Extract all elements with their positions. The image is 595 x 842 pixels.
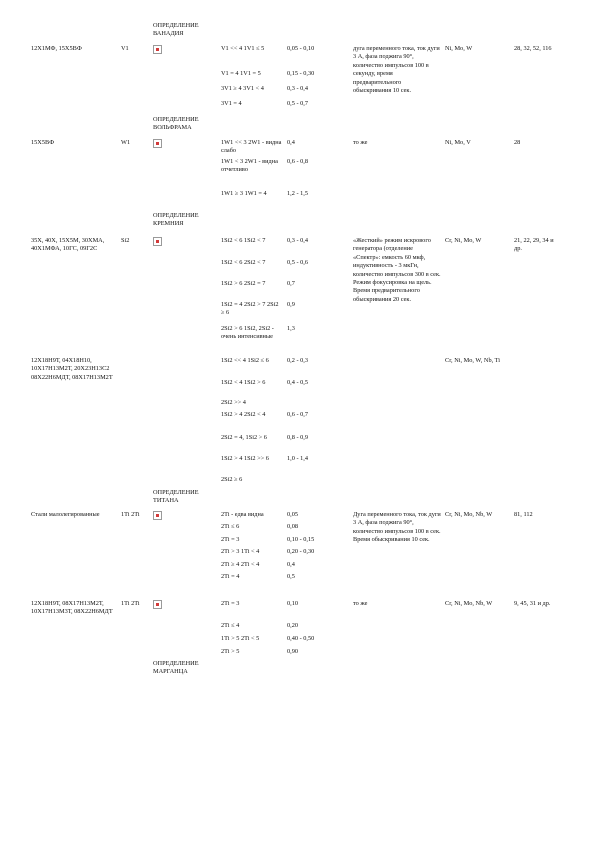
intensity-ratio: 2Si2 ≥ 6	[221, 476, 243, 483]
concentration: 0,5 - 0,6	[287, 259, 308, 266]
intensity-ratio: 1Ti > 5 2Ti < 5	[221, 635, 260, 642]
interfering-elements: Ni, Mo, W	[445, 45, 473, 52]
concentration: 0,40 - 0,50	[287, 635, 315, 642]
steel-grade: Стали малолегированные	[31, 511, 100, 518]
section-heading-titanium: ОПРЕДЕЛЕНИЕ ТИТАНА	[153, 489, 199, 505]
concentration: 0,20	[287, 622, 299, 629]
steel-grade: 12Х18Н9Т, 08Х17Н13М2Т, 10Х17Н13М3Т, 08Х22Н6МДТ	[31, 600, 113, 616]
spectrum-lines: 9, 45, 31 и др.	[514, 600, 551, 607]
intensity-ratio: 2Si2 = 4, 1Si2 > 6	[221, 434, 267, 441]
concentration: 0,4	[287, 139, 295, 146]
intensity-ratio: 2Si2 > 6 1Si2, 2Si2 - очень интенсивные	[221, 325, 274, 341]
section-heading-manganese: ОПРЕДЕЛЕНИЕ МАРГАНЦА	[153, 660, 199, 676]
analytical-line: Si2	[121, 237, 130, 244]
analytical-line: V1	[121, 45, 129, 52]
interfering-elements: Cr, Ni, Mo, W	[445, 237, 482, 244]
intensity-ratio: 2Ti > 3 1Ti < 4	[221, 548, 260, 555]
intensity-ratio: 1Si2 > 6 2Si2 = 7	[221, 280, 266, 287]
section-heading-tungsten: ОПРЕДЕЛЕНИЕ ВОЛЬФРАМА	[153, 116, 199, 132]
spectrum-lines: 28	[514, 139, 521, 146]
concentration: 1,2 - 1,5	[287, 190, 308, 197]
concentration: 0,5	[287, 573, 295, 580]
concentration: 0,4	[287, 561, 295, 568]
intensity-ratio: 2Ti ≤ 6	[221, 523, 240, 530]
concentration: 0,2 - 0,3	[287, 357, 308, 364]
intensity-ratio: 2Ti = 3	[221, 536, 240, 543]
excitation-mode: то же	[353, 600, 368, 607]
intensity-ratio: 2Ti - едва видна	[221, 511, 264, 518]
broken-image-icon	[153, 600, 162, 609]
concentration: 0,10 - 0,15	[287, 536, 315, 543]
steel-grade: 12Х18Н9Т, 04Х18Н10, 10Х17Н13М2Т, 20Х23Н13С2 08Х22Н6МДТ, 08Х17Н13М2Т	[31, 357, 113, 381]
concentration: 0,20 - 0,30	[287, 548, 315, 555]
intensity-ratio: 1Si2 > 4 2Si2 < 4	[221, 411, 266, 418]
analytical-line: 1Ti 2Ti	[121, 600, 140, 607]
intensity-ratio: 2Ti = 3	[221, 600, 240, 607]
steel-grade: 15Х5ВФ	[31, 139, 55, 146]
excitation-mode: Дуга переменного тока, ток дуги 3 А, фаза поджига 90°, количество импульсов 100 в сек. Время обыскривания 10 сек.	[353, 511, 441, 544]
excitation-mode: дуга переменного тока, ток дуги 3 А, фаза поджига 90°, количество импульсов 100 в секунду, время предварительного обыскривания 10 сек.	[353, 45, 440, 95]
analytical-line: 1Ti 2Ti	[121, 511, 140, 518]
broken-image-icon	[153, 139, 162, 148]
intensity-ratio: V1 = 4 1V1 = 5	[221, 70, 261, 77]
concentration: 0,05	[287, 511, 299, 518]
intensity-ratio: V1 << 4 1V1 ≤ 5	[221, 45, 265, 52]
intensity-ratio: 1Si2 > 4 1Si2 >> 6	[221, 455, 269, 462]
spectrum-lines: 21, 22, 29, 34 и др.	[514, 237, 554, 253]
intensity-ratio: 2Si2 >> 4	[221, 399, 246, 406]
section-heading-silicon: ОПРЕДЕЛЕНИЕ КРЕМНИЯ	[153, 212, 199, 228]
section-heading-vanadium: ОПРЕДЕЛЕНИЕ ВАНАДИЯ	[153, 22, 199, 38]
interfering-elements: Ni, Mo, V	[445, 139, 471, 146]
intensity-ratio: 2Ti = 4	[221, 573, 240, 580]
intensity-ratio: 1Si2 < 6 1Si2 < 7	[221, 237, 266, 244]
concentration: 0,8 - 0,9	[287, 434, 308, 441]
concentration: 0,05 - 0,10	[287, 45, 315, 52]
broken-image-icon	[153, 237, 162, 246]
intensity-ratio: 3V1 = 4	[221, 100, 242, 107]
steel-grade: 35Х, 40Х, 15Х5М, 30ХМА, 40Х1МФА, 10ГС, 09Г2С	[31, 237, 105, 253]
intensity-ratio: 2Ti ≥ 4 2Ti < 4	[221, 561, 260, 568]
intensity-ratio: 2Ti > 5	[221, 648, 240, 655]
concentration: 0,5 - 0,7	[287, 100, 308, 107]
intensity-ratio: 3V1 ≥ 4 3V1 < 4	[221, 85, 264, 92]
concentration: 0,15 - 0,30	[287, 70, 315, 77]
spectrum-lines: 81, 112	[514, 511, 533, 518]
broken-image-icon	[153, 45, 162, 54]
concentration: 0,3 - 0,4	[287, 237, 308, 244]
concentration: 0,6 - 0,7	[287, 411, 308, 418]
interfering-elements: Cr, Ni, Mo, Nb, W	[445, 511, 493, 518]
intensity-ratio: 1Si2 << 4 1Si2 ≤ 6	[221, 357, 269, 364]
concentration: 0,6 - 0,8	[287, 158, 308, 165]
concentration: 0,08	[287, 523, 299, 530]
intensity-ratio: 1Si2 < 4 1Si2 > 6	[221, 379, 266, 386]
intensity-ratio: 1W1 << 3 2W1 - видна слабо	[221, 139, 282, 155]
interfering-elements: Cr, Ni, Mo, W, Nb, Ti	[445, 357, 501, 364]
excitation-mode: «Жесткий» режим искрового генератора (отделение «Спектр»: емкость 60 мкф, индуктивность - 3 мкГн, количество импульсов 300 в сек. Режим фокусировка на щель. Время предварительного обыскривания 20 сек.	[353, 237, 441, 303]
intensity-ratio: 1W1 < 3 2W1 - видна отчетливо	[221, 158, 278, 174]
intensity-ratio: 2Ti ≤ 4	[221, 622, 240, 629]
broken-image-icon	[153, 511, 162, 520]
intensity-ratio: 1W1 ≥ 3 1W1 = 4	[221, 190, 267, 197]
concentration: 0,10	[287, 600, 299, 607]
steel-grade: 12Х1МФ, 15Х5ВФ	[31, 45, 82, 52]
concentration: 1,0 - 1,4	[287, 455, 308, 462]
excitation-mode: то же	[353, 139, 368, 146]
interfering-elements: Cr, Ni, Mo, Nb, W	[445, 600, 493, 607]
concentration: 0,90	[287, 648, 299, 655]
analytical-line: W1	[121, 139, 131, 146]
concentration: 0,3 - 0,4	[287, 85, 308, 92]
intensity-ratio: 1Si2 < 6 2Si2 < 7	[221, 259, 266, 266]
concentration: 1,3	[287, 325, 295, 332]
intensity-ratio: 1Si2 = 4 2Si2 > 7 2Si2 ≥ 6	[221, 301, 279, 317]
concentration: 0,9	[287, 301, 295, 308]
concentration: 0,4 - 0,5	[287, 379, 308, 386]
concentration: 0,7	[287, 280, 295, 287]
spectrum-lines: 28, 32, 52, 116	[514, 45, 552, 52]
